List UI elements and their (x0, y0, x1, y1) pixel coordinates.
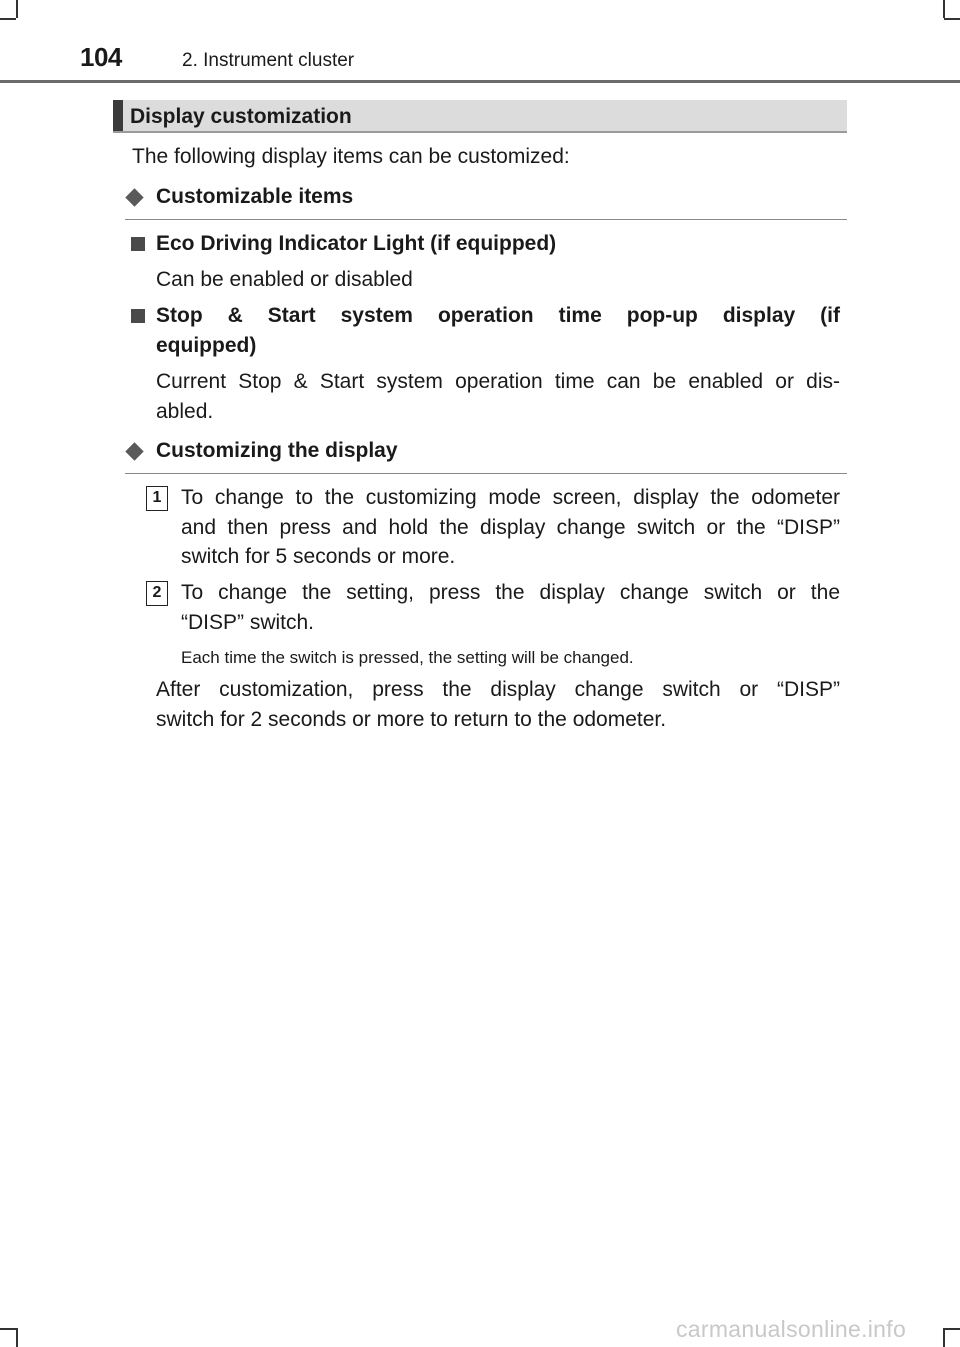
crop-mark (16, 1328, 18, 1347)
step-text-line: To change the setting, press the display change switch or the (181, 581, 840, 604)
crop-mark (16, 0, 18, 18)
crop-mark (0, 18, 16, 20)
item-title (156, 301, 840, 360)
item-description (156, 367, 840, 426)
section-header (113, 100, 847, 133)
section-header-bar (113, 100, 123, 131)
step-text (181, 578, 840, 637)
step-number-badge: 2 (146, 581, 168, 606)
item-description-line: abled. (156, 399, 214, 423)
after-text-line: switch for 2 seconds or more to return to the odometer. (156, 707, 667, 731)
diamond-bullet-icon (125, 188, 143, 206)
subheading-label: Customizable items (156, 185, 354, 208)
watermark: carmanualsonline.info (676, 1316, 907, 1342)
step-text-line: “DISP” switch. (181, 610, 315, 634)
crop-mark (0, 1328, 16, 1330)
crop-mark (944, 18, 960, 20)
header-rule (0, 80, 960, 83)
crop-mark (943, 0, 945, 18)
subheading-customizable-items (125, 185, 847, 220)
crop-mark (944, 1328, 960, 1330)
section-title: Display customization (130, 105, 352, 128)
step-text (181, 483, 840, 572)
step-note: Each time the switch is pressed, the setting will be changed. (181, 648, 634, 667)
crop-mark (943, 1328, 945, 1347)
item-title-line: Stop & Start system operation time pop-up display (if (156, 304, 840, 327)
step-text-line: and then press and hold the display change switch or the “DISP” (181, 515, 840, 539)
step-number-badge: 1 (146, 486, 168, 511)
diamond-bullet-icon (125, 442, 143, 460)
step-text-line: To change to the customizing mode screen, display the odometer (181, 486, 840, 509)
after-text-line: After customization, press the display change switch or “DISP” (156, 678, 840, 701)
page-number: 104 (80, 42, 122, 72)
after-customization-text (156, 675, 840, 734)
item-title: Eco Driving Indicator Light (if equipped) (156, 232, 557, 255)
item-description: Can be enabled or disabled (156, 268, 413, 291)
chapter-title: 2. Instrument cluster (182, 50, 355, 71)
subheading-label: Customizing the display (156, 439, 398, 462)
square-bullet-icon (131, 237, 145, 251)
square-bullet-icon (131, 309, 145, 323)
step-text-line: switch for 5 seconds or more. (181, 545, 456, 568)
subheading-customizing-display (125, 439, 847, 474)
item-description-line: Current Stop & Start system operation time can be enabled or dis- (156, 370, 840, 393)
item-title-line: equipped) (156, 333, 257, 357)
section-intro: The following display items can be customized: (132, 145, 570, 168)
